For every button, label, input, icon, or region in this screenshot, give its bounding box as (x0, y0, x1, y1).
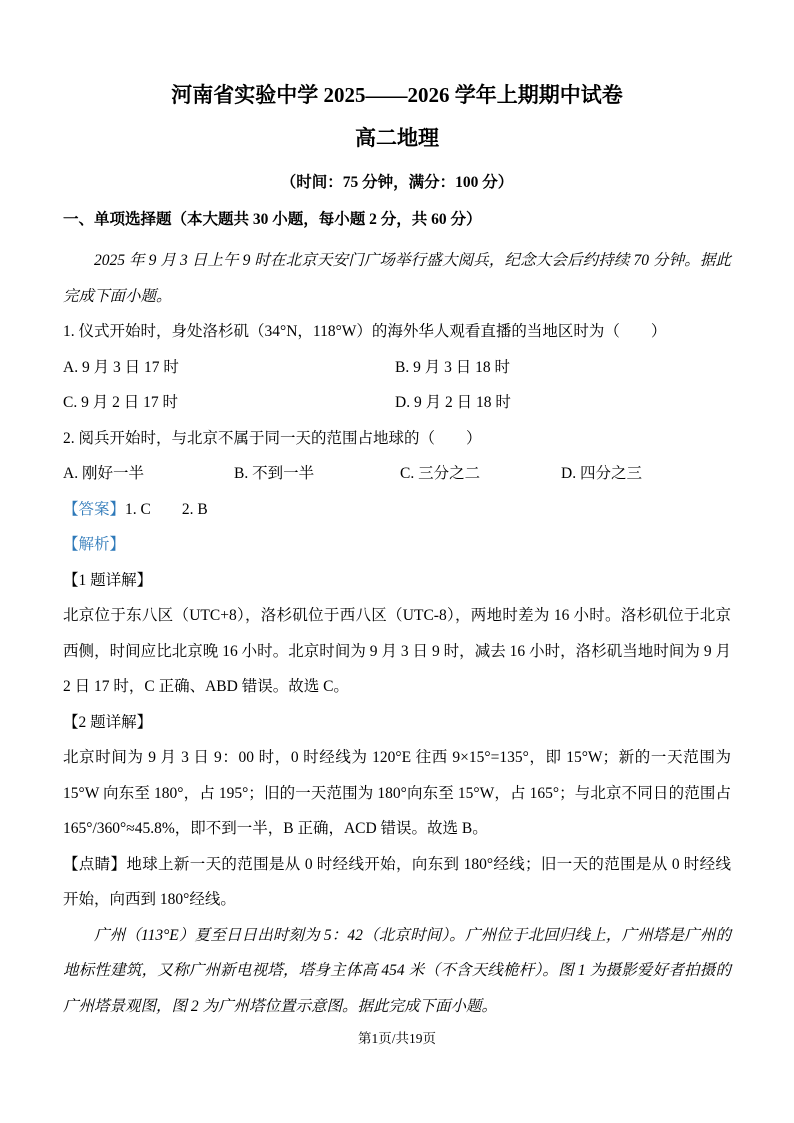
question-1-options (63, 350, 731, 421)
page-number-footer: 第1页/共19页 (357, 1031, 436, 1046)
section-heading: 一、单项选择题（本大题共 30 小题，每小题 2 分，共 60 分） (63, 211, 482, 228)
page-content (63, 80, 731, 1024)
stimulus-paragraph-1: 2025 年 9 月 3 日上午 9 时在北京天安门广场举行盛大阅兵，纪念大会后约持续 70 分钟。据此完成下面小题。 (63, 252, 731, 305)
answer-value: 1. C 2. B (125, 500, 208, 518)
detail-2-text: 北京时间为 9 月 3 日 9：00 时，0 时经线为 120°E 往西 9×15°=135°，即 15°W；新的一天范围为 15°W 向东至 180°，占 195°；旧的一天范围为 180°向东至 15°W，占 165°；与北京不同日的范围占 165°/360°≈45.8%，即不到一半，B 正确，ACD 错误。故选 B。 (63, 749, 731, 837)
answer-line (63, 492, 731, 528)
question-1-text: 1. 仪式开始时，身处洛杉矶（34°N，118°W）的海外华人观看直播的当地区时为（ ） (63, 323, 667, 340)
analysis-line (63, 527, 731, 563)
question-2-option-b: B. 不到一半 (234, 465, 315, 482)
question-1-option-d: D. 9 月 2 日 18 时 (395, 394, 511, 411)
question-2-text: 2. 阅兵开始时，与北京不属于同一天的范围占地球的（ ） (63, 429, 482, 447)
tip-text: 地球上新一天的范围是从 0 时经线开始，向东到 180°经线；旧一天的范围是从 0 时经线开始，向西到 180°经线。 (63, 855, 731, 908)
answer-label: 【答案】 (63, 500, 126, 518)
time-score-line: （时间：75 分钟，满分：100 分） (280, 174, 514, 191)
tip-paragraph (63, 847, 731, 918)
question-2-option-a: A. 刚好一半 (63, 465, 144, 482)
analysis-label: 【解析】 (63, 536, 126, 553)
stimulus-paragraph-2: 广州（113°E）夏至日日出时刻为 5：42（北京时间）。广州位于北回归线上，广州塔是广州的地标性建筑，又称广州新电视塔，塔身主体高 454 米（不含天线桅杆）。图 1 为摄影爱好者拍摄的广州塔景观图，图 2 为广州塔位置示意图。据此完成下面小题。 (63, 926, 731, 1015)
page-subtitle: 高二地理 (355, 126, 439, 150)
question-2-options (63, 456, 731, 492)
question-1-option-a: A. 9 月 3 日 17 时 (63, 358, 179, 376)
question-2-option-d: D. 四分之三 (561, 465, 642, 482)
detail-1-text: 北京位于东八区（UTC+8），洛杉矶位于西八区（UTC-8），两地时差为 16 小时。洛杉矶位于北京西侧，时间应比北京晚 16 小时。北京时间为 9 月 3 日 9 时，减去 16 小时，洛杉矶当地时间为 9 月 2 日 17 时，C 正确、ABD 错误。故选 C。 (63, 607, 731, 695)
question-1-option-c: C. 9 月 2 日 17 时 (63, 394, 178, 411)
detail-2-label: 【2 题详解】 (63, 713, 153, 731)
page-title: 河南省实验中学 2025——2026 学年上期期中试卷 (171, 83, 623, 107)
detail-1-label: 【1 题详解】 (63, 571, 153, 589)
question-2-option-c: C. 三分之二 (400, 465, 481, 482)
tip-label: 【点睛】 (63, 855, 127, 873)
question-1-option-b: B. 9 月 3 日 18 时 (395, 358, 510, 376)
